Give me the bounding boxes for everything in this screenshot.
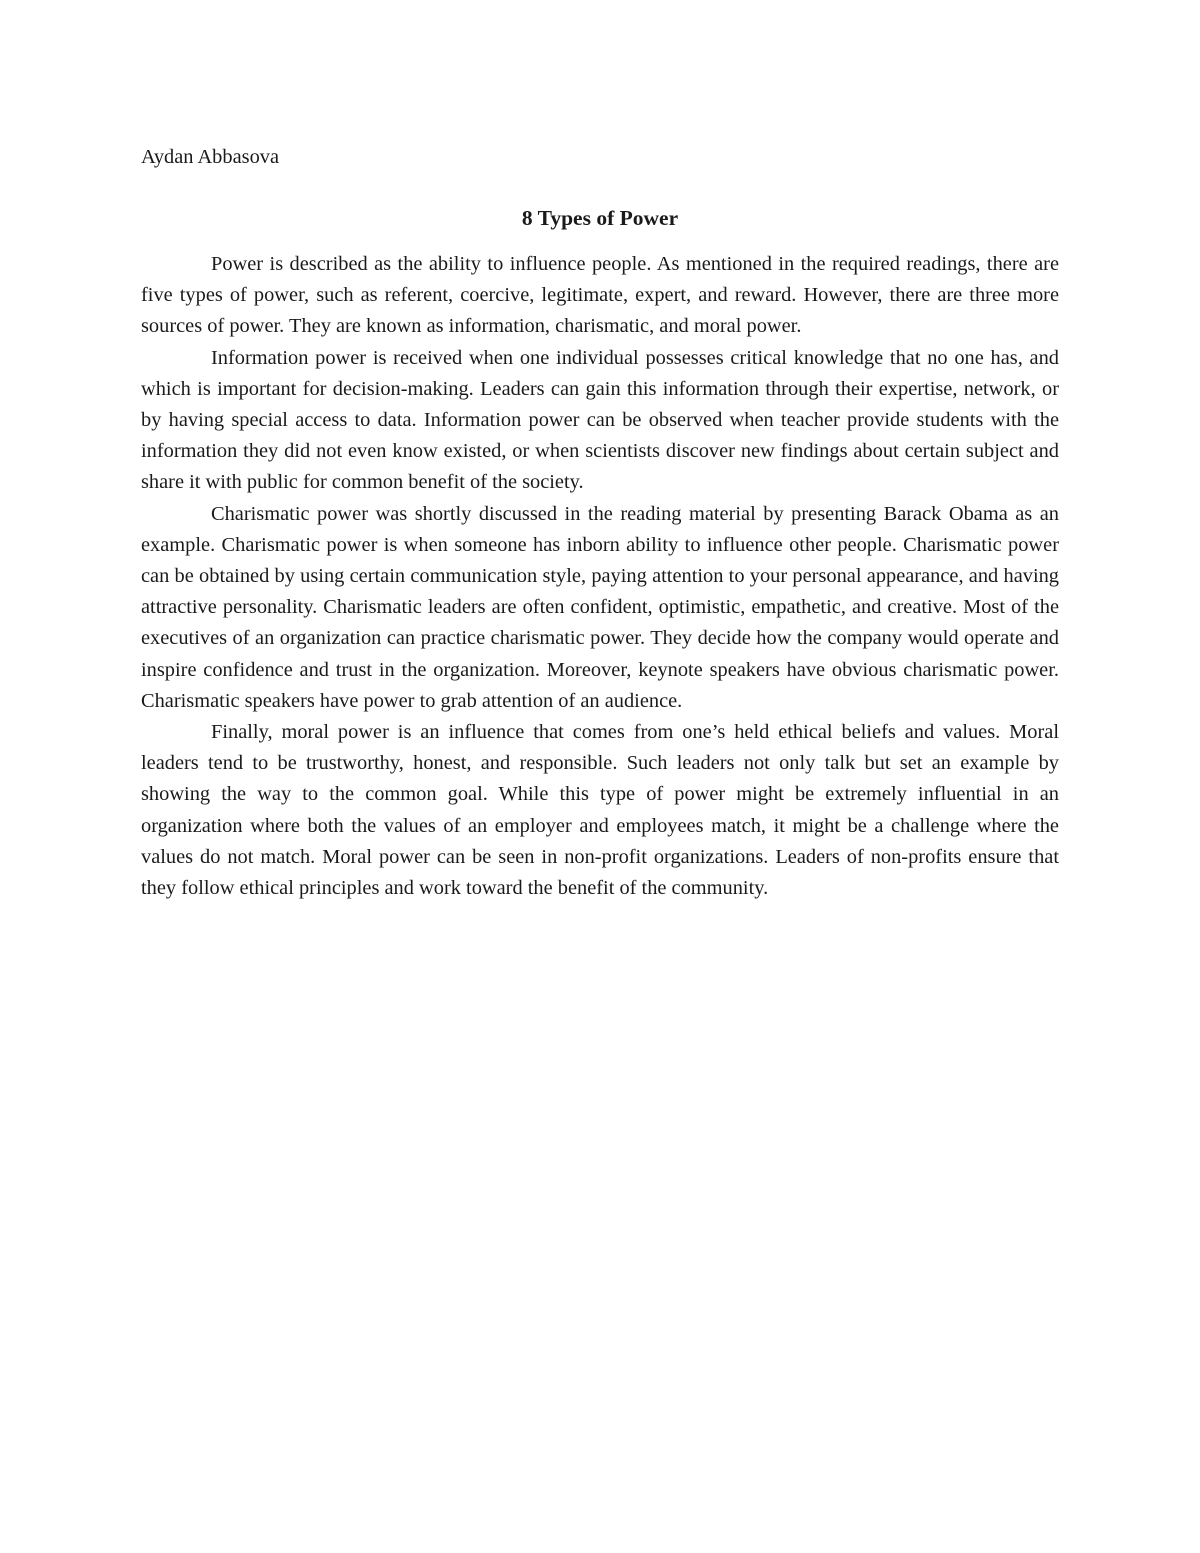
- document-body: [141, 142, 1059, 904]
- author-name: Aydan Abbasova: [141, 146, 280, 168]
- paragraph-moral-power: Finally, moral power is an influence that comes from one’s held ethical beliefs and values. Moral leaders tend to be trustworthy, honest, and responsible. Such leaders not only talk but set an example by showing the way to the common goal. While this type of power might be extremely influential in an organization where both the values of an employer and employees match, it might be a challenge where the values do not match. Moral power can be seen in non-profit organizations. Leaders of non-profits ensure that they follow ethical principles and work toward the benefit of the community.: [141, 721, 1059, 900]
- paragraph-information-power: Information power is received when one individual possesses critical knowledge that no one has, and which is important for decision-making. Leaders can gain this information through their expertise, network, or by having special access to data. Information power can be observed when teacher provide students with the information they did not even know existed, or when scientists discover new findings about certain subject and share it with public for common benefit of the society.: [141, 346, 1059, 494]
- paragraph-charismatic-power: Charismatic power was shortly discussed in the reading material by presenting Barack Obama as an example. Charismatic power is when someone has inborn ability to influence other people. Charismatic power can be obtained by using certain communication style, paying attention to your personal appearance, and having attractive personality. Charismatic leaders are often confident, optimistic, empathetic, and creative. Most of the executives of an organization can practice charismatic power. They decide how the company would operate and inspire confidence and trust in the organization. Moreover, keynote speakers have obvious charismatic power. Charismatic speakers have power to grab attention of an audience.: [141, 502, 1059, 712]
- paragraph-intro: Power is described as the ability to influence people. As mentioned in the required readings, there are five types of power, such as referent, coercive, legitimate, expert, and reward. However, there are three more sources of power. They are known as information, charismatic, and moral power.: [141, 253, 1059, 338]
- document-title: 8 Types of Power: [521, 206, 679, 230]
